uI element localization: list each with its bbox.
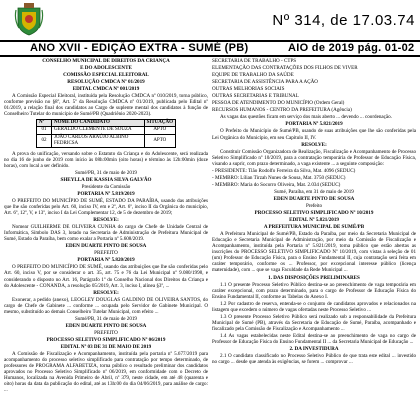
table-cell: APTO xyxy=(144,134,175,147)
secretariat-item: OUTRAS MELHORIAS SOCIAIS xyxy=(212,86,285,93)
place-date: Sumé/PB, 31 de maio de 2019 xyxy=(75,315,137,322)
pss-body: A Prefeitura Municipal de Sumé/PB, Estado da Paraíba, por meio da Secretaria Municipal de Educação e Secretaria Municipal de Administração, por meio da Comissão de Fiscalização e Acompanhamento, instituída pela Portaria nº 5.821/2019, torna público que estão abertas as inscrições do PROCESSO SELETIVO SIMPLIFICADO Nº 10/2019, com vistas à seleção de 01 (um) Professor de Educação Física, para o Ensino Fundamental II, cuja contratação será feita em caráter temporário, conforme os ... Professor, por excepcional interesse público (licença maternidade), com ... que se vaga Faculdade da Rede Municipal ... xyxy=(212,231,416,274)
committee-member: - MEMBRO: Maria do Socorro Oliveira, Mat. 2.034 (SEDUC) xyxy=(212,181,341,188)
table-row xyxy=(37,134,176,147)
portaria-title: PORTARIA Nº 5.820/2019 xyxy=(77,257,135,264)
municipal-coat-of-arms-icon xyxy=(14,2,44,36)
left-column xyxy=(4,58,208,420)
portaria-preamble: O PREFEITO DO MUNICÍPIO DE SUMÉ, usando das atribuições que lhe são conferidas pelo Art. 60, inciso V, por se considerar o art. 35, art. 75 e 76 da Lei Municipal nº 9.080/1998, e considerando o disposto no Art. 16, Parágrafo 1º do Conselho Nacional dos Direitos da Criança e do Adolescente - CONANDA, a resolução 05/2019, Art. 3, inciso I, alínea §3º, ... xyxy=(4,264,208,289)
edition-number: Nº 314, de 17.03.74 xyxy=(272,12,415,29)
resolve-heading: RESOLVE: xyxy=(93,289,119,296)
pss-subtitle: EDITAL Nº 5.821/2019 xyxy=(289,217,339,224)
pss-body: 2.1 O candidato classificado no Processo Seletivo Público de que trata este edital ... investido no cargo ... desde que atenda às exigências, se forem ... comprovar ... xyxy=(212,353,416,366)
committee-member: - PRESIDENTE: Tião Rodolfo Ferreira da Silva, Mat. 4096 (SEDUC) xyxy=(212,167,356,174)
pss-body: 1.4 As vagas estabelecidas neste Edital destina-se ao preenchimento de vaga no cargo de Professor de Educação Física do Ensino Fundamental II ... da Secretaria Municipal de Educação ... xyxy=(212,332,416,345)
pss-body: 1.2 Por cadastro de reserva, entenda-se o conjunto de candidatos aprovados e relacionados na listagem que excedem o número de vagas ofertadas neste Processo Seletivo ... xyxy=(212,300,416,313)
pss-subtitle: EDITAL Nº 03 DE 31 DE MAIO DE 2019 xyxy=(60,343,152,350)
table-header-row xyxy=(37,120,176,127)
pss-title: PROCESSO SELETIVO SIMPLIFICADO Nº 06/2019 xyxy=(46,336,166,343)
signer-name: EDEN DUARTE PINTO DE SOUSA xyxy=(273,195,355,202)
portaria-body: Exonerar, a pedido (anexo), LEOGLEY DOUGLAS GALDINO DE OLIVEIRA SANTOS, do cargo de Chefe de Gabinete ... conforme ... ocupada pelo Servidor de Gabinete Municipal. O mesmo, substituído ao demais Conselheiro Tutelar Municipal, com efeito ... xyxy=(4,296,208,315)
pss-title: PROCESSO SELETIVO SIMPLIFICADO Nº 10/2019 xyxy=(254,210,374,217)
commission-heading-line: E DO ADOLESCENTE xyxy=(80,65,132,72)
table-cell: APTO xyxy=(144,127,175,134)
secretariat-item: ELEMENTAÇÃO DAS CONTRATAÇÕES DOS FILHOS DE VIVER xyxy=(212,65,358,72)
signer-role: Presidente da Comissão xyxy=(81,183,131,190)
signer-role: Prefeito xyxy=(305,202,323,209)
portaria-title: PORTARIA Nº 5.821/2019 xyxy=(285,121,343,128)
secretariat-item: RECURSOS HUMANOS - CENTRO DA PREFEITURA (Agência) xyxy=(212,107,352,114)
issue-line-left: ANO XVII - EDIÇÃO EXTRA - SUMÉ (PB) xyxy=(30,42,249,54)
place-date: Sumé, Paraíba, em 31 de maio de 2019 xyxy=(274,188,354,195)
secretariat-item: OUTRAS SECRETARIAS E TRIBUNAL xyxy=(212,93,299,100)
pss-intro: A PREFEITURA MUNICIPAL DE SUMÉ/PB xyxy=(263,224,365,231)
portaria-preamble: O PREFEITO DO MUNICÍPIO DE SUMÉ, ESTADO DA PARAÍBA, usando das atribuições que lhe são conferidas pelo Art. 60, inciso IV, em e 2º, Art. 6º, inciso II da Orgânica do município, Art. 6º, 12º, V, e 13º, inciso I da Lei Complementar 12, de 5 de dezembro de 2019; xyxy=(4,197,208,217)
issue-strip xyxy=(0,42,420,55)
secretariat-item: EQUIPE DE TRABALHO DA SAÚDE xyxy=(212,72,294,79)
signer-name: EDEN DUARTE PINTO DE SOUSA xyxy=(65,322,147,329)
issue-line-right: AIO de 2019 pág. 01-02 xyxy=(288,42,415,54)
secretariat-item: SECRETARIA DE TRABALHO - CTPS xyxy=(212,58,297,64)
section-heading: 1. DAS DISPOSIÇÕES PRELIMINARES xyxy=(268,274,360,281)
secretariat-item: SECRETARIA DE ASSISTÊNCIA PARA A AÇÃO xyxy=(212,79,318,86)
table-header-cell: NOME DO CANDIDATO xyxy=(52,120,145,127)
table-header-cell: Nº xyxy=(37,120,52,127)
signer-role: PREFEITO xyxy=(94,250,118,257)
commission-notice: A prova do unificação, versando sobre o Estatuto da Criança e do Adolescente, será realizada no dia 16 de junho de 2019 com início às 08h:00min (oito horas) e término às 12h:00min (doze horas), com local a ser definido. xyxy=(4,150,208,169)
table-row xyxy=(37,127,176,134)
commission-heading-line: RESOLUÇÃO CMDCA Nº 01/2019 xyxy=(67,79,145,86)
signer-role: PREFEITO xyxy=(94,329,118,336)
commission-heading-line: EDITAL CMDCA Nº 001/2019 xyxy=(72,86,140,93)
table-cell: GERALDO CLEMENTE DE SOUZA xyxy=(52,127,145,134)
portaria-body: Constituir Comissão Organizadora de Realização, Fiscalização e Acompanhamento de Processo Seletivo Simplificado nº 10/2019, para a contratação temporária de Professor de Educação Física, visando a suprir, com prazo determinado, a vaga existente ... a seguinte composição: xyxy=(212,148,416,167)
portaria-title: PORTARIA Nº 5.819/2019 xyxy=(77,190,135,197)
secretariat-item: PESSOA DE ATENDIMENTO DO MUNICÍPIO (Ordem Geral) xyxy=(212,100,345,107)
signer-name: SHEYLLA DE KASSIA SILVA GALVÃO xyxy=(60,176,152,183)
resolve-heading: RESOLVE: xyxy=(93,217,119,224)
pss-body: A Comissão de Fiscalização e Acompanhamento, instituída pela portaria nº 5.677/2019 para acompanhamento do processo seletivo simplificado para contratação por tempo determinado, de professores de PROGRAMA ALFABETIZA, torna público o resultado preliminar dos candidatos aprovados no Processo Seletivo Simplificado nº 06/2019, em conformidade com o Decreto de Humanos, localizada na Avenida Primeiro de Abril, nº 379, neste cidade, em até 48 (quarenta e oito) horas da data da publicação do edital, até as 13h:00 do dia 04/06/2019, para análise de cargo: ... xyxy=(4,351,208,394)
commission-heading-line: CONSELHO MUNICIPAL DE DIREITOS DA CRIANÇA xyxy=(42,58,170,64)
place-date: Sumé/PB, 31 de maio de 2019 xyxy=(75,169,137,176)
commission-heading-line: COMISSÃO ESPECIAL ELEITORAL xyxy=(63,72,149,79)
table-header-cell: SITUAÇÃO xyxy=(144,120,175,127)
section-heading: 2. DA INVESTIDURA xyxy=(289,346,339,353)
portaria-preamble: O Prefeito do Município de Sumé/PB, usando de suas atribuições que lhe são conferidas pela Lei Orgânica do Município, em seu Capítulo II, IV. xyxy=(212,128,416,141)
masthead xyxy=(0,0,420,40)
right-note: As vagas das questões ficam em serviço dos mais aberto ... devendo ... coordenação. xyxy=(220,114,393,121)
committee-member: - MEMBRO: Lílian Tirzah Nunes de Sousa, Mat. 3750 (SEDUC) xyxy=(212,174,346,181)
commission-body: A Comissão Especial Eleitoral, instituída pela Resolução CMDCA nº 010/2019, torna público, conforme previsão no §8º, Art. 5º da Resolução CMDCA nº 01/2019, publicada pelo Edital nº 01/2019, a relação final dos candidatos ao Cargo de suplente mental dos candidatos à função de Conselheiro Tutelar do município de Sumé/PB (Quadriênio 2020-2023). xyxy=(4,93,208,118)
header-rule-bottom xyxy=(0,55,420,57)
right-column xyxy=(212,58,416,420)
table-cell: 01 xyxy=(37,127,52,134)
portaria-body: Nomear GUILHERME DE OLIVEIRA CUNHA do cargo de Chefe de Unidade Central de Informática, Símbolo DAS 3, lotado na Secretaria de Administração de Prefeitura Municipal de Sumé, Estado da Paraíba, bem como exalar a Portaria nº 5.608/2019. xyxy=(4,224,208,243)
pss-body: 1.1 O presente Processo Seletivo Público destina-se ao preenchimento de vaga temporária em caráter excepcional, com prazo determinado, para o cargo de Professor de Educação Física do Ensino Fundamental II, conforme as Tabelas do Anexo I. xyxy=(212,281,416,300)
pss-body: 1.3 O presente Processo Seletivo Público será realizado sob a responsabilidade da Prefeitura Municipal de Sumé (PB), através da Secretaria de Educação de Sumé, Paraíba, acompanhado e fiscalizado pela Comissão de Fiscalização e Acompanhamento ... xyxy=(212,313,416,332)
table-cell: JOÃO CARLOS ARAÚJO ALBINO FEDRICSA xyxy=(52,134,145,147)
resolve-heading: RESOLVE: xyxy=(301,141,327,148)
signer-name: EDEN DUARTE PINTO DE SOUSA xyxy=(65,243,147,250)
table-cell: 02 xyxy=(37,134,52,147)
candidates-table xyxy=(36,119,176,147)
